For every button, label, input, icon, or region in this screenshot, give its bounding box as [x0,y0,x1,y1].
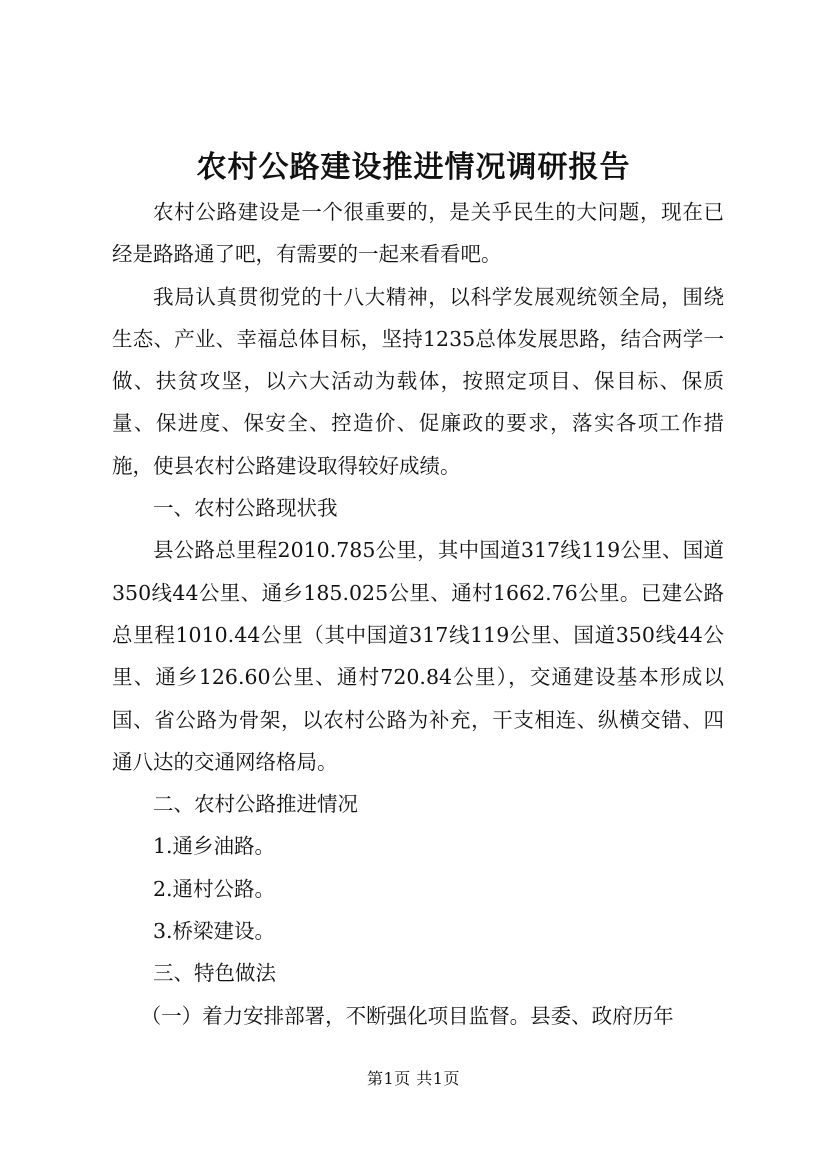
list-item-township-roads: 1.通乡油路。 [153,834,276,859]
list-item-village-roads: 2.通村公路。 [153,876,276,901]
list-item-bridge-construction: 3.桥梁建设。 [153,919,276,944]
paragraph-intro: 农村公路建设是一个很重要的，是关乎民生的大问题，现在已经是路路通了吧，有需要的一起来看看吧。 [112,200,724,267]
section-heading-status: 一、农村公路现状我 [153,496,338,521]
document-body [112,191,724,1037]
section-heading-practices: 三、特色做法 [153,961,276,986]
page-footer: 第1页 共1页 [367,1069,460,1088]
section-heading-progress: 二、农村公路推进情况 [153,792,358,817]
paragraph-work-summary: 我局认真贯彻党的十八大精神，以科学发展观统领全局，围绕生态、产业、幸福总体目标，坚持1235总体发展思路，结合两学一做、扶贫攻坚，以六大活动为载体，按照定项目、保目标、保质量、保进度、保安全、控造价、促廉政的要求，落实各项工作措施，使县农村公路建设取得较好成绩。 [112,284,724,478]
paragraph-road-mileage: 县公路总里程2010.785公里，其中国道317线119公里、国道350线44公里、通乡185.025公里、通村1662.76公里。已建公路总里程1010.44公里（其中国道317线119公里、国道350线44公里、通乡126.60公里、通村720.84公里），交通建设基本形成以国、省公路为骨架，以农村公路为补充，干支相连、纵横交错、四通八达的交通网络格局。 [112,538,724,774]
document-title: 农村公路建设推进情况调研报告 [196,150,631,185]
paragraph-practice-one: （一）着力安排部署，不断强化项目监督。县委、政府历年 [140,1003,674,1028]
